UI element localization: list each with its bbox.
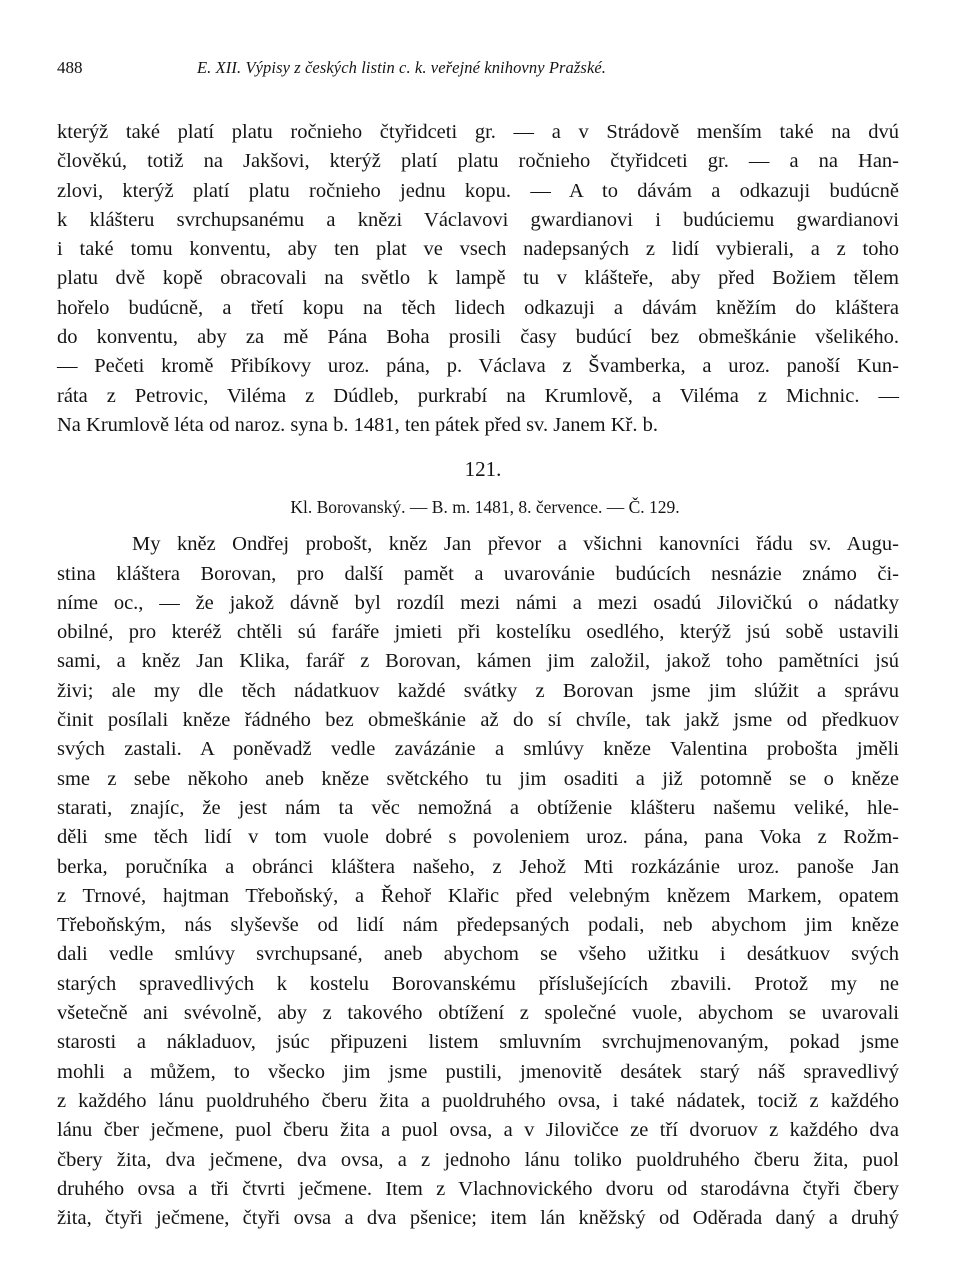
text-line: Třeboňským, nás slyševše od lidí nám předepsaných podali, neb abychom jim kněze <box>57 914 899 937</box>
text-line: z Trnové, hajtman Třeboňský, a Řehoř Klařic před velebným knězem Markem, opatem <box>57 884 899 907</box>
text-line: zlovi, kterýž platí platu ročnieho jednu kopu. — A to dávám a odkazuji budúcně <box>57 179 899 202</box>
text-line: níme oc., — že jakož dávně byl rozdíl mezi námi a mezi osadú Jilovičkú o nádatky <box>57 591 899 614</box>
text-line: z každého lánu puoldruhého čberu žita a puoldruhého ovsa, i také nádatek, tociž z každého <box>57 1089 899 1112</box>
text-line: platu dvě kopě obracovali na světlo k lampě tu v klášteře, aby před Božiem tělem <box>57 267 899 290</box>
text-line: všetečně ani svévolně, aby z takového obtížení z společné vuole, abychom se uvarovali <box>57 1002 899 1025</box>
text-line: dali vedle smlúvy svrchupsané, aneb abychom se všeho užitku i desátkuov svých <box>57 943 899 966</box>
text-line: lánu čber ječmene, puol čberu žita a puol ovsa, a v Jilovičce ze tří dvoruov z každého dva <box>57 1119 899 1142</box>
text-line: čbery žita, dva ječmene, dva ovsa, a z jednoho lánu toliko puoldruhého čberu žita, puol <box>57 1148 899 1171</box>
text-line: obilné, pro kteréž chtěli sú faráře jmieti při kostelíku osedlého, kterýž jsú sobě ustavili <box>57 621 899 644</box>
text-line: žita, čtyři ječmene, čtyři ovsa a dva pšenice; item lán kněžský od Oděrada daný a druhý <box>57 1207 899 1230</box>
text-line: sme z sebe někoho aneb kněze světckého tu jim osaditi a již potomně se o kněze <box>57 767 899 790</box>
text-line: živi; ale my dle těch nádatkuov každé svátky z Borovan jsme jim slúžit a správu <box>57 679 899 702</box>
text-line: ráta z Petrovic, Viléma z Dúdleb, purkrabí na Krumlově, a Viléma z Michnic. — <box>57 384 899 407</box>
text-line: k klášteru svrchupsanému a knězi Václavovi gwardianovi i budúciemu gwardianovi <box>57 208 899 231</box>
text-line: starosti a nákladuov, jsúc připuzeni listem smluvním svrchujmenovaným, pokad jsme <box>57 1031 899 1054</box>
text-line: My kněz Ondřej probošt, kněz Jan převor a všichni kanovníci řádu sv. Augu- <box>132 533 899 556</box>
text-line: sami, a kněz Jan Klika, farář z Borovan, kámen jim založil, jakož toho pamětníci jsú <box>57 650 899 673</box>
text-line: činit posílali kněze řádného bez obmeškánie až do sí chvíle, tak jakž jsme od předkuov <box>57 709 899 732</box>
text-block-document-121 <box>57 530 899 1233</box>
text-line: — Pečeti kromě Přibíkovy uroz. pána, p. Václava z Švamberka, a uroz. panoší Kun- <box>57 355 899 378</box>
text-line: člověkú, totiž na Jakšovi, kterýž platí platu ročnieho čtyřidceti gr. — a na Han- <box>57 150 899 173</box>
text-line: děli sme těch lidí v tom vuole dobré s povoleniem uroz. pána, pana Voka z Rožm- <box>57 826 899 849</box>
text-line: mohli a můžem, to všecko jim jsme pustili, jmenovitě desátek starý náš spravedlivý <box>57 1060 899 1083</box>
text-line: hořelo budúcně, a třetí kopu na těch lidech odkazuji a dávám kněžím do kláštera <box>57 296 899 319</box>
text-line: berka, poručníka a obránci kláštera našeho, z Jehož Mti rozkázánie uroz. panoše Jan <box>57 855 899 878</box>
book-page <box>57 58 899 1233</box>
page-number: 488 <box>57 58 83 77</box>
document-number: 121. <box>464 457 502 482</box>
running-title: E. XII. Výpisy z českých listin c. k. veřejné knihovny Pražské. <box>197 58 607 77</box>
text-line: Na Krumlově léta od naroz. syna b. 1481, ten pátek před sv. Janem Kř. b. <box>57 413 658 436</box>
running-head <box>57 58 899 88</box>
text-line: svých zastali. A poněvadž vedle zavázánie a smlúvy kněze Valentina probošta jměli <box>57 738 899 761</box>
text-line: do konventu, aby za mě Pána Boha prosili časy budúcí bez obmeškánie všelikého. <box>57 326 899 349</box>
document-source-note: Kl. Borovanský. — B. m. 1481, 8. července. — Č. 129. <box>290 497 680 518</box>
text-line: kterýž také platí platu ročnieho čtyřidceti gr. — a v Strádově menším také na dvú <box>57 121 899 143</box>
text-line: i také tomu konventu, aby ten plat ve vsech nadepsaných z lidí vybierali, a z toho <box>57 238 899 261</box>
text-line: starých spravedlivých k kostelu Borovanskému příslušejících zbavili. Protož my ne <box>57 972 899 995</box>
text-line: starati, znajíc, že jest nám ta věc nemožná a obtíženie klášteru našemu veliké, hle- <box>57 796 899 819</box>
text-block-previous-document <box>57 118 899 440</box>
text-line: stina kláštera Borovan, pro další pamět a uvarovánie budúcích nesnázie známo či- <box>57 562 899 585</box>
text-line: druhého ovsa a tři čtvrti ječmene. Item z Vlachnovického dvoru od starodávna čtyři čbery <box>57 1177 899 1200</box>
